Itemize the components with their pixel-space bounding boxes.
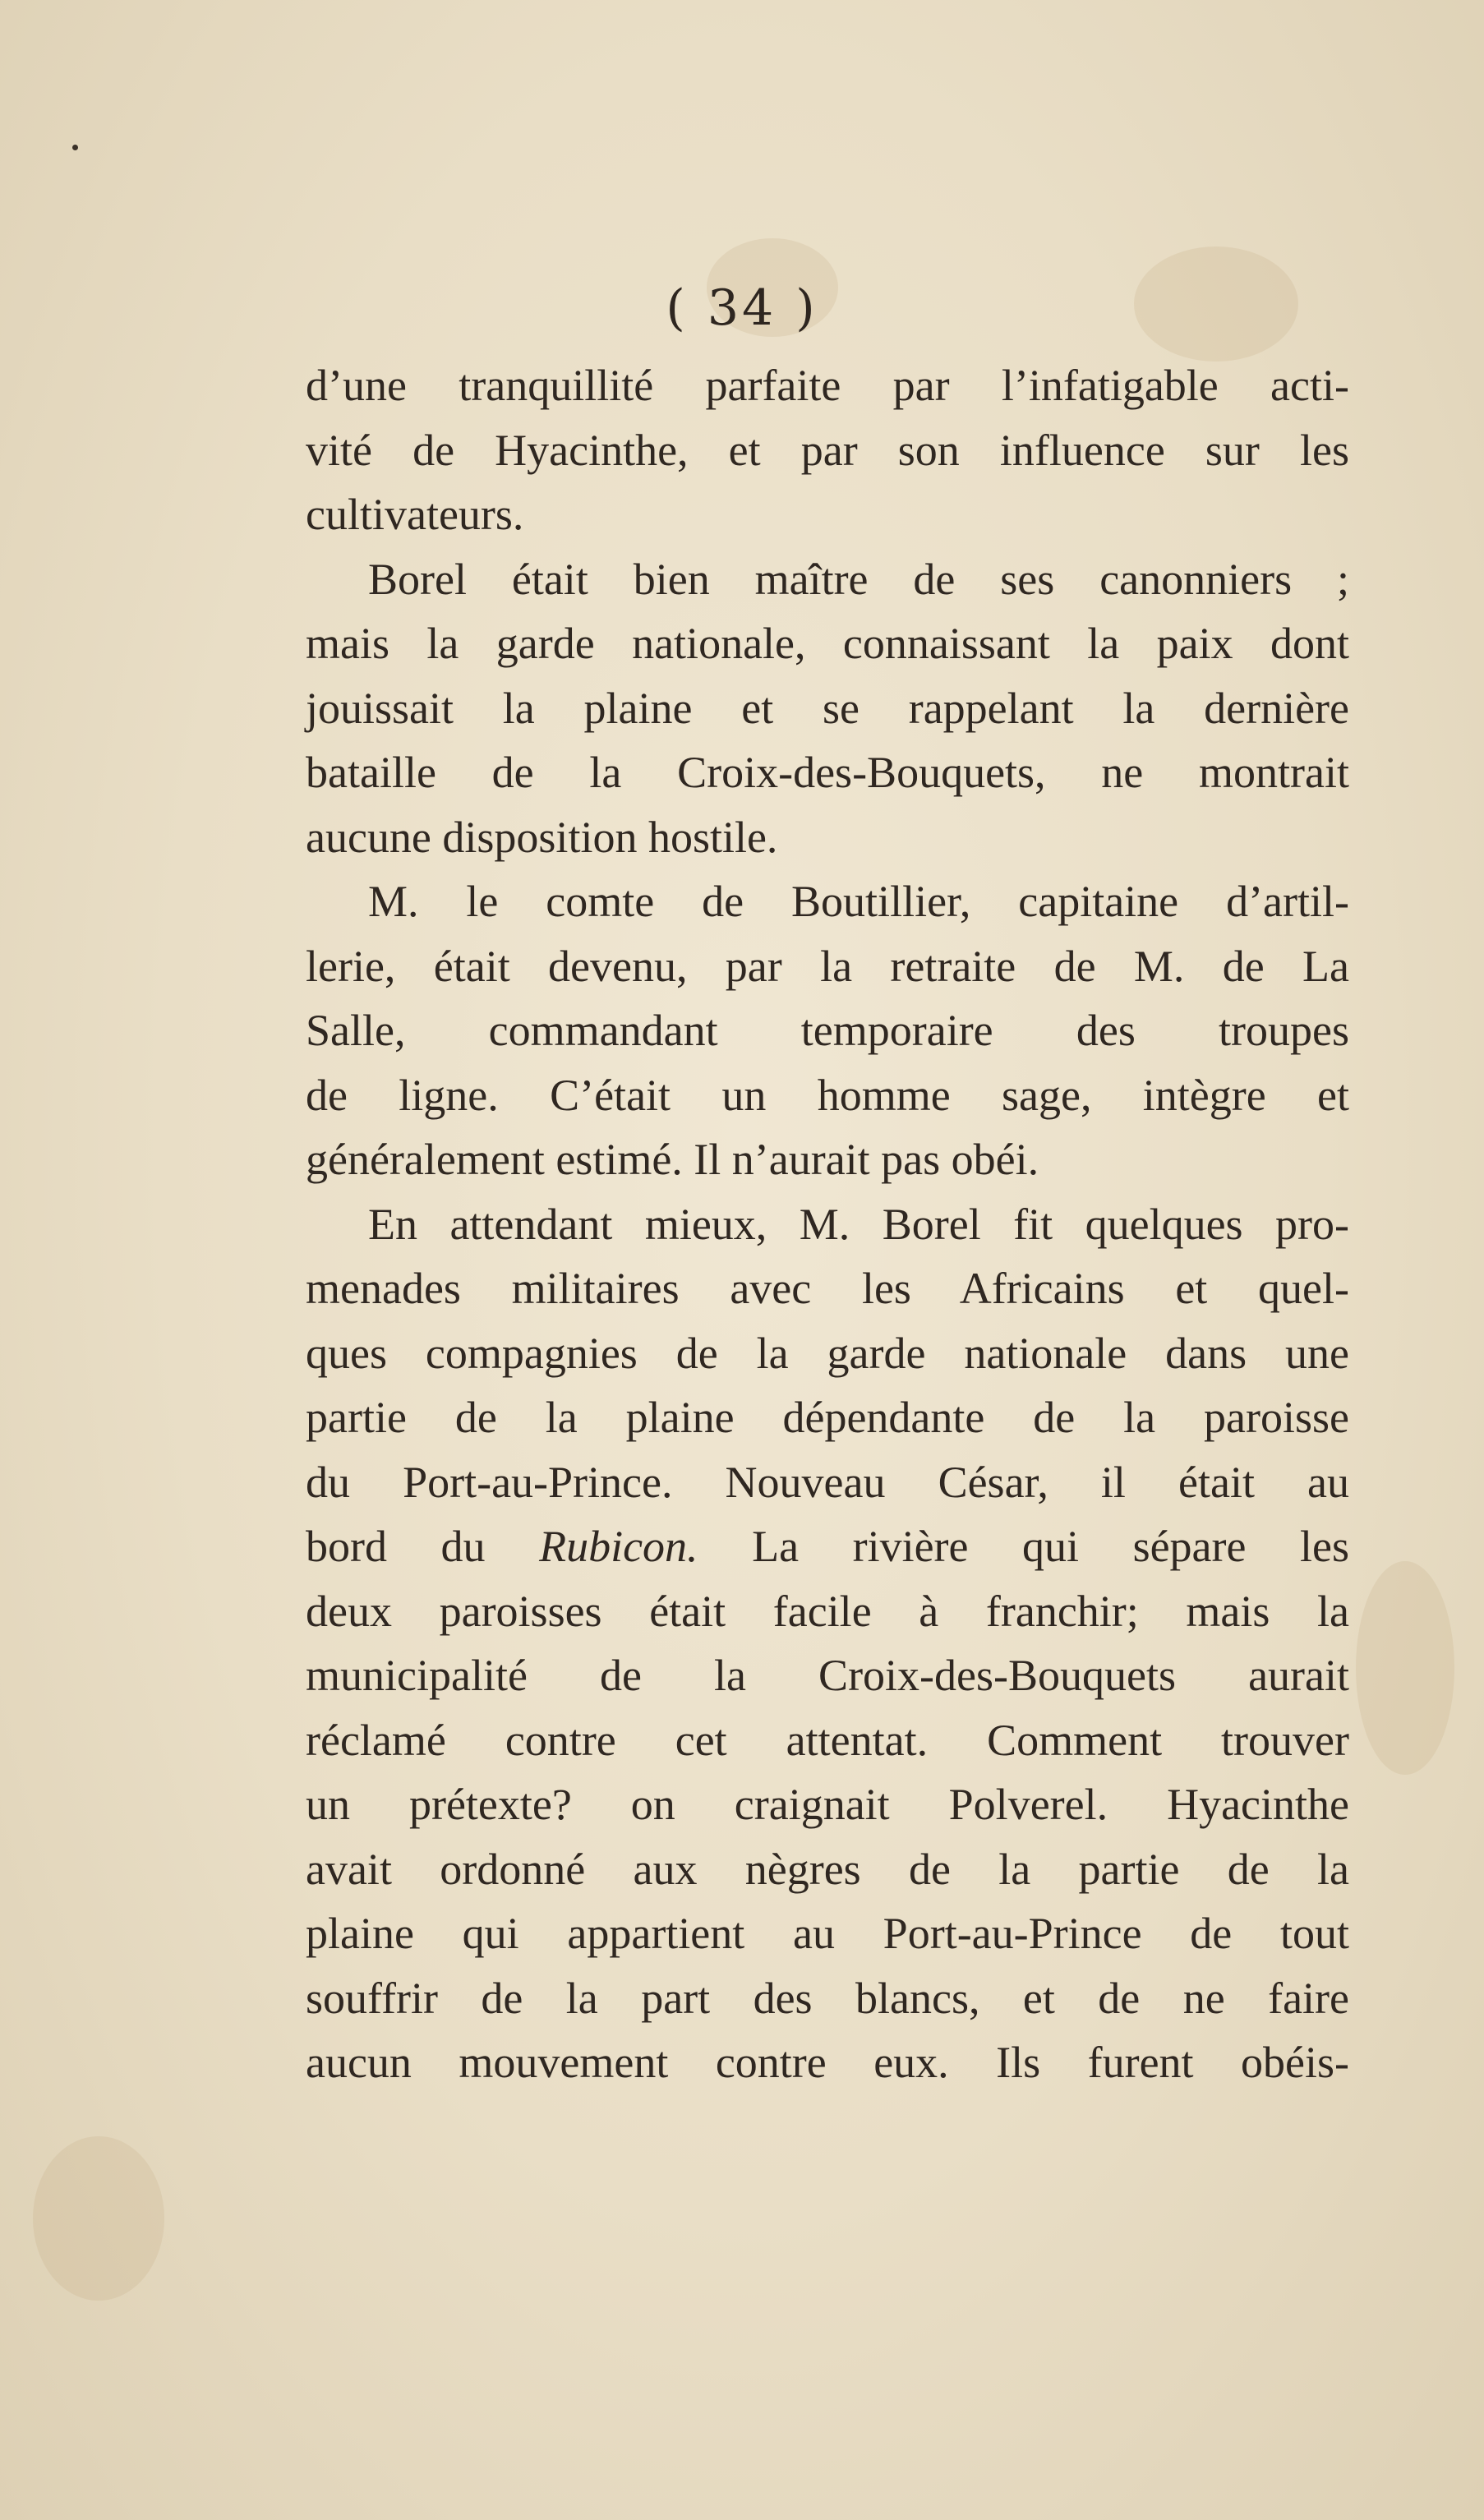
text-line: avait ordonné aux nègres de la partie de la (306, 1844, 1349, 1894)
text-line: municipalité de la Croix-des-Bouquets aurait (306, 1651, 1349, 1700)
text-line: bataille de la Croix-des-Bouquets, ne montrait (306, 748, 1349, 797)
paragraph (306, 547, 1349, 870)
text-line: Salle, commandant temporaire des troupes (306, 1006, 1349, 1055)
paragraph (306, 869, 1349, 1192)
text-line: souffrir de la part des blancs, et de ne faire (306, 1973, 1349, 2023)
text-line: Borel était bien maître de ses canonniers ; (368, 554, 1349, 604)
text-line: jouissait la plaine et se rappelant la dernière (306, 683, 1349, 733)
text-line: aucun mouvement contre eux. Ils furent obéis- (306, 2038, 1349, 2087)
text-line: du Port-au-Prince. Nouveau César, il était au (306, 1457, 1349, 1507)
text-line: plaine qui appartient au Port-au-Prince de tout (306, 1909, 1349, 1958)
text-line: un prétexte? on craignait Polverel. Hyacinthe (306, 1780, 1349, 1829)
text-line: deux paroisses était facile à franchir; mais la (306, 1586, 1349, 1636)
body-text (306, 353, 1349, 2095)
text-line: partie de la plaine dépendante de la paroisse (306, 1393, 1349, 1442)
italic-text: Rubicon. (539, 1522, 698, 1571)
text-line: M. le comte de Boutillier, capitaine d’artil- (368, 877, 1349, 926)
ink-speck (72, 145, 78, 150)
paragraph (306, 353, 1349, 547)
text-line: menades militaires avec les Africains et quel- (306, 1264, 1349, 1313)
text-line: En attendant mieux, M. Borel fit quelques pro- (368, 1199, 1349, 1249)
text-line: vité de Hyacinthe, et par son influence sur les (306, 425, 1349, 475)
paper-stain (1356, 1561, 1454, 1775)
text-line: d’une tranquillité parfaite par l’infatigable acti- (306, 361, 1349, 410)
text-line: aucune disposition hostile. (306, 812, 778, 862)
text-line: bord du Rubicon. La rivière qui sépare les (306, 1522, 1350, 1571)
text-line: cultivateurs. (306, 490, 524, 539)
text-line: ques compagnies de la garde nationale dans une (306, 1328, 1349, 1378)
paper-stain (33, 2136, 164, 2301)
page-number: ( 34 ) (666, 279, 818, 337)
text-line: de ligne. C’était un homme sage, intègre et (306, 1070, 1349, 1120)
text-line: mais la garde nationale, connaissant la paix dont (306, 619, 1349, 668)
text-line: généralement estimé. Il n’aurait pas obéi. (306, 1135, 1039, 1184)
paragraph (306, 1192, 1349, 2095)
text-line: réclamé contre cet attentat. Comment trouver (306, 1715, 1349, 1765)
text-line: lerie, était devenu, par la retraite de M. de La (306, 941, 1349, 991)
